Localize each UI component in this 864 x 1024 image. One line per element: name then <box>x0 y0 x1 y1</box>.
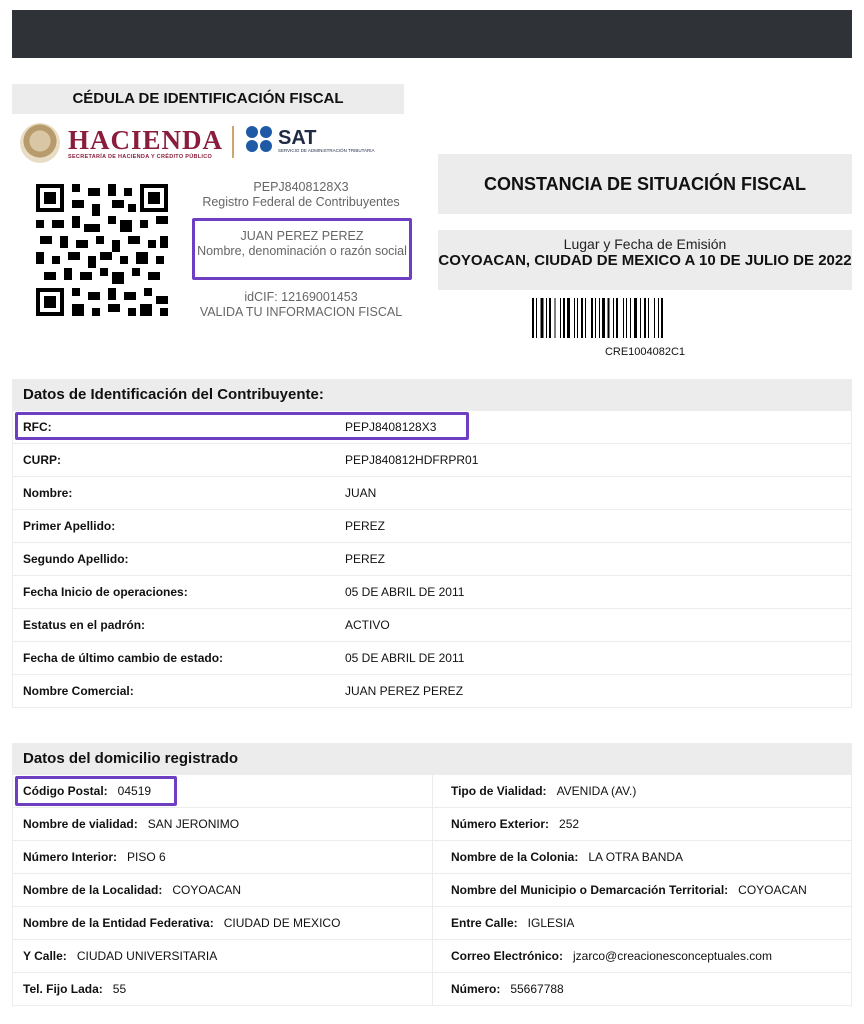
field-value: LA OTRA BANDA <box>588 850 684 864</box>
address-cell <box>13 973 432 1005</box>
field-value: CIUDAD DE MEXICO <box>223 916 341 930</box>
contribuyente-section <box>12 379 852 708</box>
table-row <box>13 542 851 575</box>
field-value: 05 DE ABRIL DE 2011 <box>345 585 465 599</box>
field-label: Y Calle: <box>23 949 67 963</box>
name-caption: Nombre, denominación o razón social <box>197 244 407 258</box>
barcode-bar <box>549 298 551 338</box>
hacienda-logo-text: HACIENDA <box>68 125 224 155</box>
barcode-bar <box>648 298 649 338</box>
field-label: Entre Calle: <box>450 916 518 930</box>
place-date-box <box>438 230 852 290</box>
domicilio-header: Datos del domicilio registrado <box>13 744 851 774</box>
table-row <box>13 840 851 873</box>
sat-dots-icon <box>246 126 274 154</box>
address-cell <box>13 874 432 906</box>
table-row <box>13 807 851 840</box>
field-value: COYOACAN <box>738 883 807 897</box>
field-label: Estatus en el padrón: <box>23 618 146 632</box>
field-value: 252 <box>559 817 580 831</box>
barcode-bar <box>623 298 624 338</box>
field-value: AVENIDA (AV.) <box>556 784 637 798</box>
idcif-block <box>190 290 412 320</box>
field-value: ACTIVO <box>345 618 390 632</box>
field-label: Nombre de la Entidad Federativa: <box>23 916 214 930</box>
logo-divider <box>232 126 234 158</box>
table-row <box>13 509 851 542</box>
address-cell <box>13 907 432 939</box>
field-label: Tipo de Vialidad: <box>450 784 547 798</box>
field-value: 05 DE ABRIL DE 2011 <box>345 651 465 665</box>
table-row <box>13 608 851 641</box>
barcode-bar <box>560 298 561 338</box>
field-label: Nombre del Municipio o Demarcación Territorial: <box>450 883 729 897</box>
table-row <box>13 939 851 972</box>
barcode-bar <box>554 298 555 338</box>
barcode-bar <box>546 298 547 338</box>
table-row <box>13 575 851 608</box>
field-value: PEPJ840812HDFRPR01 <box>345 453 479 467</box>
field-value: JUAN PEREZ PEREZ <box>345 684 464 698</box>
field-label: Nombre de la Colonia: <box>450 850 579 864</box>
rfc-caption: Registro Federal de Contribuyentes <box>202 195 400 209</box>
barcode-bar <box>574 298 575 338</box>
barcode-bar <box>536 298 537 338</box>
domicilio-section <box>12 743 852 1006</box>
postal-code-highlight-box <box>15 776 177 806</box>
barcode-text: CRE1004082C1 <box>604 346 686 358</box>
address-cell <box>432 973 851 1005</box>
field-label: CURP: <box>23 453 61 467</box>
barcode-bar <box>595 298 596 338</box>
field-label: RFC: <box>23 420 52 434</box>
barcode-bar <box>626 298 627 338</box>
address-cell <box>432 874 851 906</box>
address-cell <box>432 841 851 873</box>
barcode-bar <box>577 298 578 338</box>
field-label: Primer Apellido: <box>23 519 116 533</box>
sat-logo-subtext: SERVICIO DE ADMINISTRACIÓN TRIBUTARIA <box>278 147 375 153</box>
field-value: PEREZ <box>345 552 386 566</box>
barcode-bar <box>563 298 565 338</box>
cedula-title: CÉDULA DE IDENTIFICACIÓN FISCAL <box>12 84 404 114</box>
name-highlight-box <box>192 218 412 280</box>
table-row <box>13 476 851 509</box>
field-label: Nombre: <box>23 486 73 500</box>
address-cell <box>432 808 851 840</box>
barcode-bar <box>658 298 659 338</box>
contribuyente-header: Datos de Identificación del Contribuyente: <box>13 380 851 410</box>
sat-logo <box>246 126 375 154</box>
field-value: jzarco@creacionesconceptuales.com <box>573 949 772 963</box>
field-value: IGLESIA <box>527 916 575 930</box>
table-row <box>13 674 851 707</box>
field-value: CIUDAD UNIVERSITARIA <box>76 949 218 963</box>
field-label: Segundo Apellido: <box>23 552 129 566</box>
field-label: Correo Electrónico: <box>450 949 564 963</box>
rfc-highlight-box <box>15 412 469 440</box>
place-date-value: COYOACAN, CIUDAD DE MEXICO A 10 DE JULIO DE 2022 <box>438 252 852 269</box>
barcode-bar <box>630 298 631 338</box>
mexico-seal-icon <box>20 123 60 163</box>
barcode-bar <box>634 298 637 338</box>
field-label: Número Interior: <box>23 850 118 864</box>
address-cell <box>13 775 432 807</box>
barcode-bar <box>644 298 646 338</box>
field-label: Fecha Inicio de operaciones: <box>23 585 188 599</box>
top-bar <box>12 10 852 58</box>
validate-text: VALIDA TU INFORMACION FISCAL <box>199 305 403 319</box>
field-value: 55667788 <box>510 982 564 996</box>
hacienda-logo <box>20 120 223 166</box>
barcode-bar <box>599 298 600 338</box>
field-value: SAN JERONIMO <box>147 817 240 831</box>
barcode-bar <box>591 298 593 338</box>
table-row <box>13 410 851 443</box>
table-row <box>13 906 851 939</box>
table-row <box>13 972 851 1005</box>
field-label: Tel. Fijo Lada: <box>23 982 103 996</box>
barcode-bar <box>608 298 610 338</box>
barcode-bar <box>567 298 570 338</box>
barcode-bar <box>602 298 605 338</box>
address-cell <box>432 907 851 939</box>
field-label: Número Exterior: <box>450 817 550 831</box>
barcode-bar <box>540 298 543 338</box>
address-cell <box>432 940 851 972</box>
contributor-name: JUAN PEREZ PEREZ <box>240 229 364 243</box>
field-value: 04519 <box>117 784 152 798</box>
barcode-bar <box>616 298 618 338</box>
address-cell <box>13 808 432 840</box>
field-value: PEREZ <box>345 519 386 533</box>
sat-logo-text: SAT <box>278 126 317 149</box>
field-label: Código Postal: <box>23 784 108 798</box>
rfc-header-value: PEPJ8408128X3 <box>253 180 349 194</box>
field-value: PISO 6 <box>127 850 166 864</box>
field-label: Nombre de la Localidad: <box>23 883 163 897</box>
address-cell <box>13 841 432 873</box>
table-row <box>13 641 851 674</box>
barcode-bar <box>532 298 534 338</box>
field-label: Fecha de último cambio de estado: <box>23 651 224 665</box>
barcode-bar <box>640 298 641 338</box>
barcode-bar <box>654 298 655 338</box>
place-date-label: Lugar y Fecha de Emisión <box>563 236 727 252</box>
field-label: Nombre Comercial: <box>23 684 134 698</box>
field-label: Número: <box>450 982 501 996</box>
idcif: idCIF: 12169001453 <box>244 290 358 304</box>
field-value: PEPJ8408128X3 <box>345 420 437 434</box>
field-value: COYOACAN <box>172 883 242 897</box>
table-row <box>13 774 851 807</box>
field-value: 55 <box>112 982 127 996</box>
barcode-bar <box>661 298 663 338</box>
address-cell <box>13 940 432 972</box>
barcode-bar <box>581 298 583 338</box>
hacienda-logo-subtext: SECRETARÍA DE HACIENDA Y CRÉDITO PÚBLICO <box>68 154 213 160</box>
table-row <box>13 443 851 476</box>
address-cell <box>432 775 851 807</box>
rfc-block <box>190 180 412 210</box>
barcode <box>532 298 758 338</box>
constancia-title: CONSTANCIA DE SITUACIÓN FISCAL <box>438 154 852 214</box>
table-row <box>13 873 851 906</box>
field-label: Nombre de vialidad: <box>23 817 138 831</box>
barcode-bar <box>585 298 586 338</box>
qr-code <box>36 184 168 316</box>
barcode-bar <box>613 298 614 338</box>
field-value: JUAN <box>345 486 377 500</box>
